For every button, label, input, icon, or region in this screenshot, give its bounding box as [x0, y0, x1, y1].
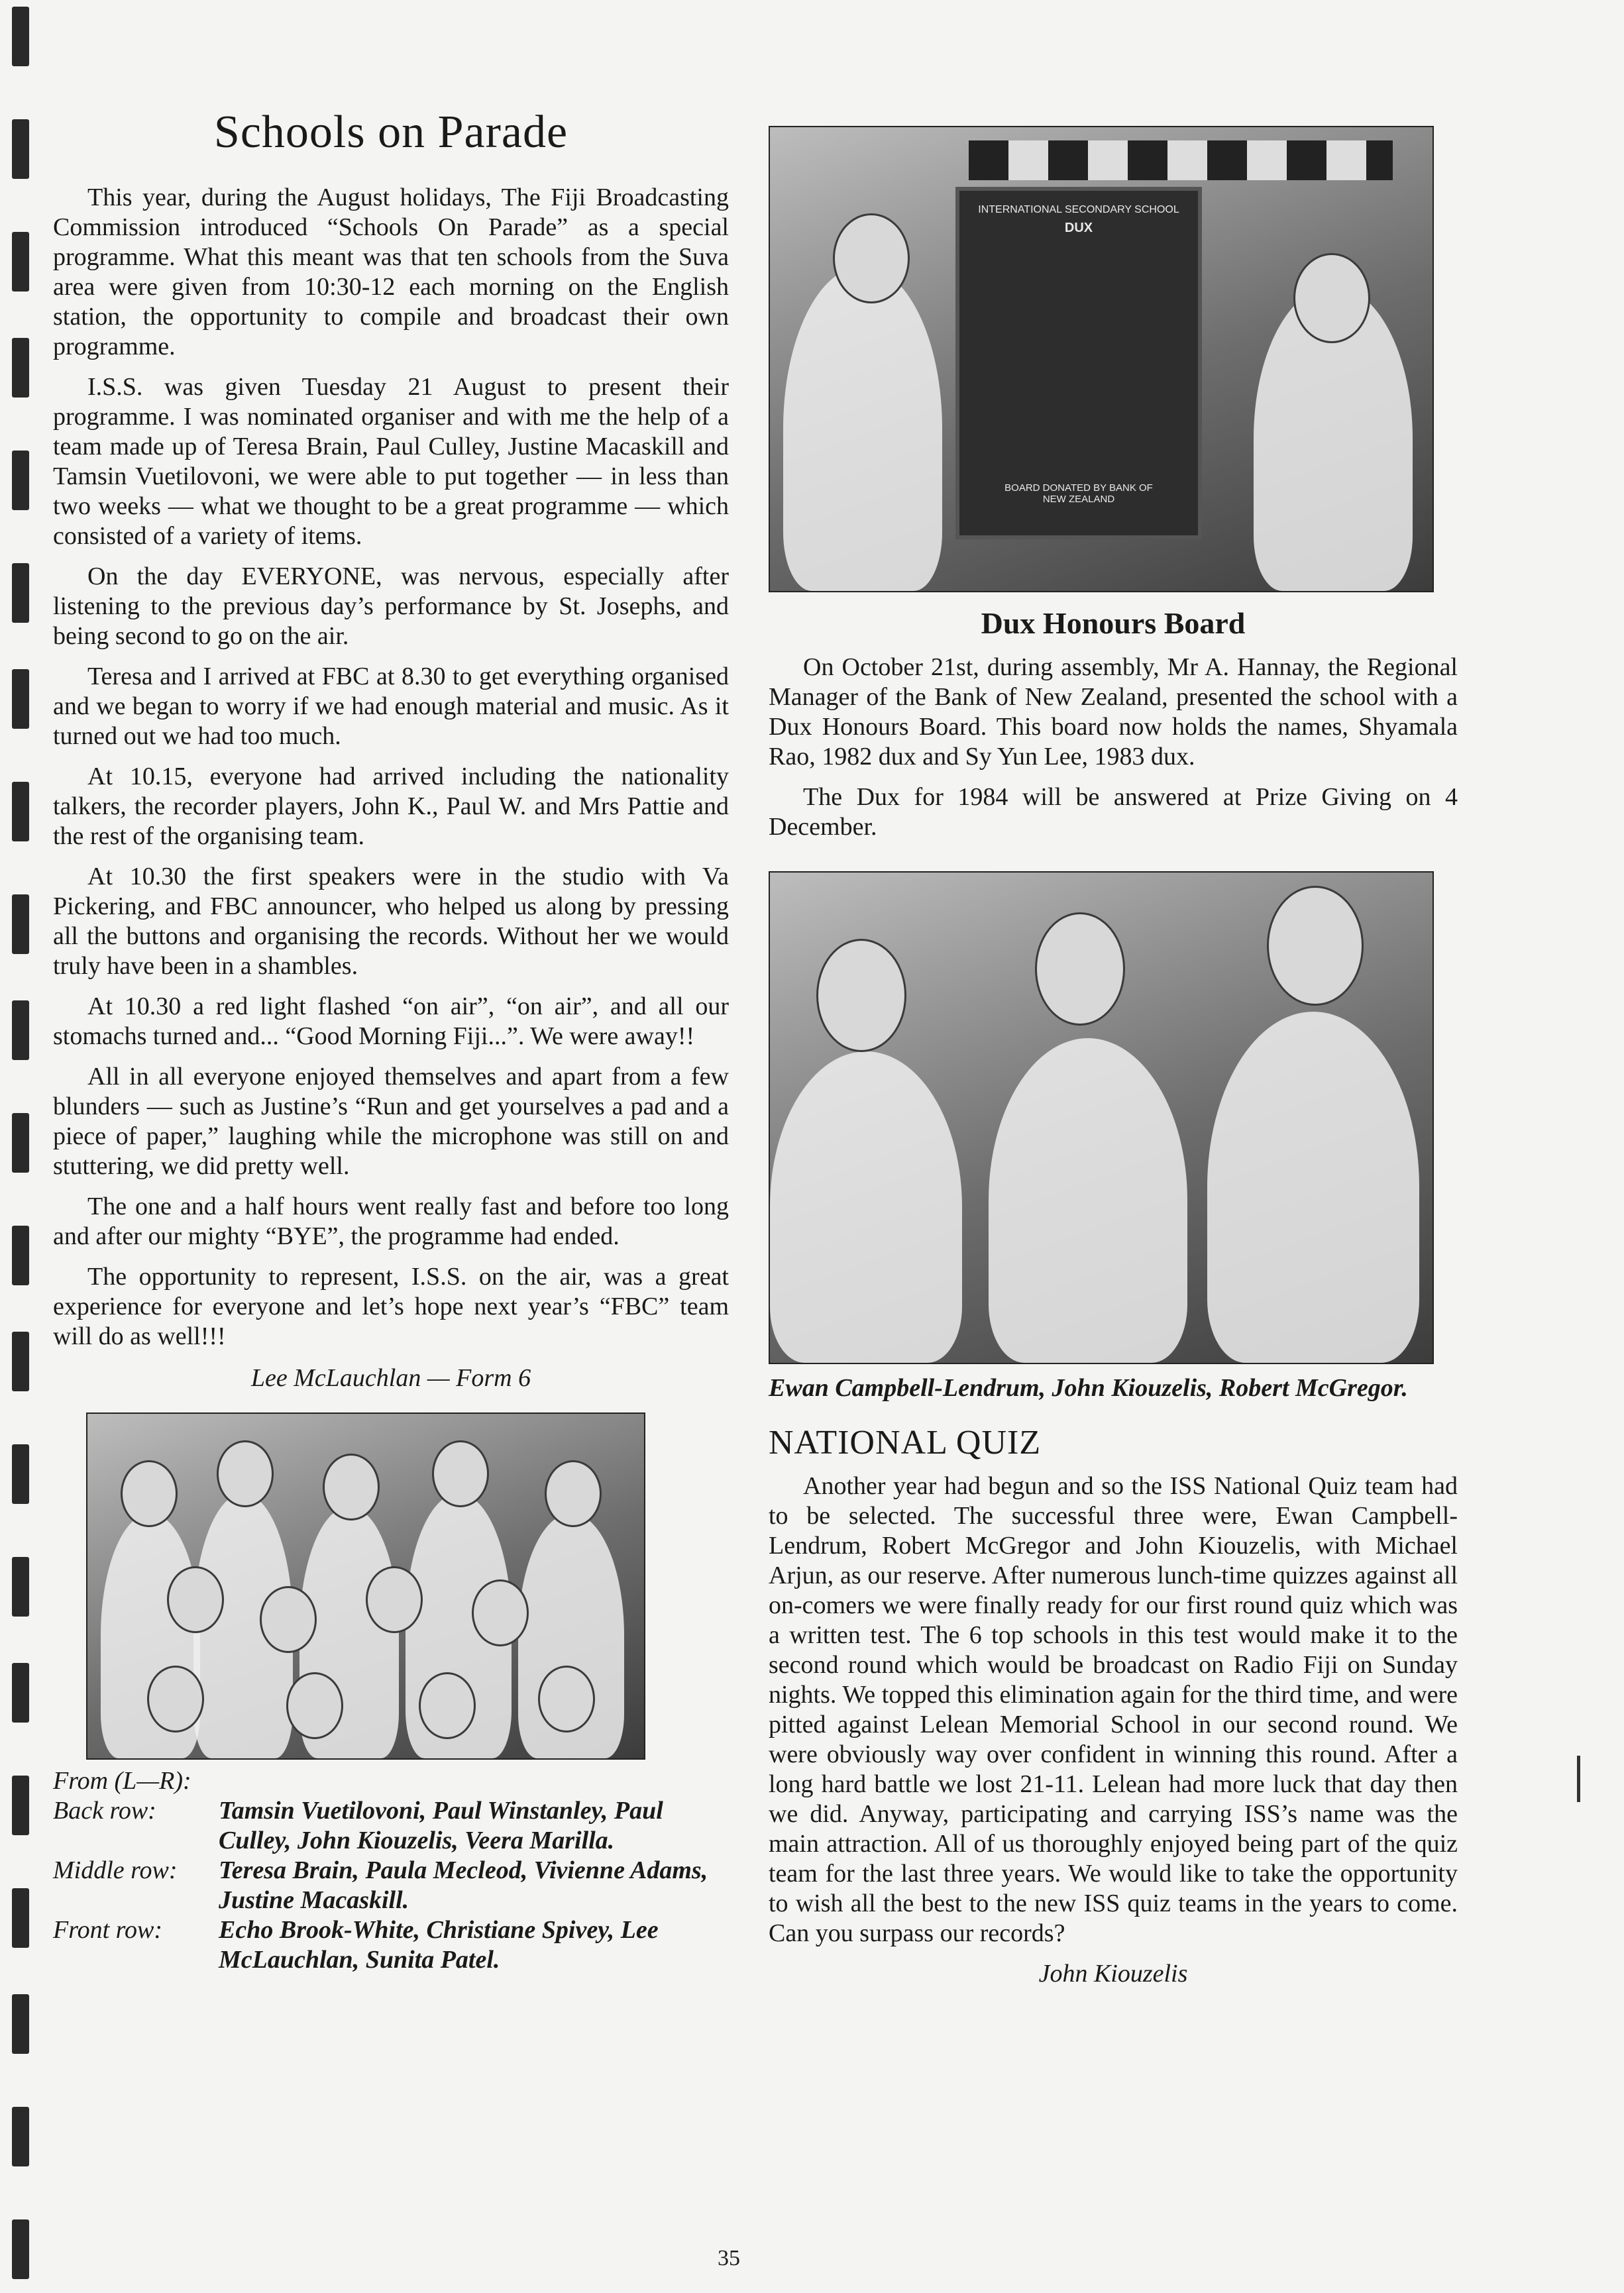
right-column [769, 126, 1458, 1988]
left-column [53, 106, 729, 1975]
article-paragraph: On the day EVERYONE, was nervous, especially after listening to the previous day’s performance by St. Josephs, and being second to go on the air. [53, 562, 729, 650]
dux-paragraph: On October 21st, during assembly, Mr A. Hannay, the Regional Manager of the Bank of New Zealand, presented the school with a Dux Honours Board. This board now holds the names, Shyamala Rao, 1982 dux and Sy Yun Lee, 1983 dux. [769, 653, 1458, 771]
flags-banner [969, 140, 1393, 180]
punch-mark [12, 1332, 29, 1391]
punch-mark [12, 1444, 29, 1504]
punch-mark [12, 1888, 29, 1948]
board-top-text: INTERNATIONAL SECONDARY SCHOOL [978, 204, 1179, 215]
quiz-team-photo [769, 871, 1434, 1364]
punch-mark [12, 1226, 29, 1285]
caption-row-names: Tamsin Vuetilovoni, Paul Winstanley, Paul Culley, John Kiouzelis, Veera Marilla. [219, 1797, 663, 1854]
scan-edge-mark [1577, 1756, 1580, 1802]
dux-paragraph: The Dux for 1984 will be answered at Prize Giving on 4 December. [769, 783, 1458, 841]
article-paragraph: At 10.15, everyone had arrived including the nationality talkers, the recorder players, John K., Paul W. and Mrs Pattie and the rest of the organising team. [53, 763, 729, 850]
article-paragraph: The one and a half hours went really fast and before too long and after our mighty “BYE”, the programme had ended. [53, 1193, 729, 1250]
punch-mark [12, 1994, 29, 2054]
caption-row-label: Front row: [53, 1916, 163, 1944]
caption-row-label: Middle row: [53, 1856, 178, 1884]
article-paragraph: All in all everyone enjoyed themselves and apart from a few blunders — such as Justine’s “Run and get yourselves a pad and a piece of paper,” laughing while the microphone was still on and stuttering, we did pretty well. [53, 1063, 729, 1180]
caption-row-back [53, 1796, 729, 1856]
punch-mark [12, 669, 29, 729]
binder-marks [12, 0, 32, 2293]
caption-row-label: Back row: [53, 1797, 156, 1825]
quiz-photo-caption: Ewan Campbell-Lendrum, John Kiouzelis, Robert McGregor. [769, 1374, 1408, 1402]
punch-mark [12, 1557, 29, 1617]
quiz-byline: John Kiouzelis [1038, 1960, 1188, 1988]
punch-mark [12, 1113, 29, 1173]
man-left [783, 266, 942, 591]
punch-mark [12, 1776, 29, 1835]
caption-intro: From (L—R): [53, 1767, 191, 1795]
punch-mark [12, 7, 29, 66]
punch-mark [12, 1663, 29, 1723]
board-dux-text: DUX [1064, 221, 1093, 235]
article-paragraph: The opportunity to represent, I.S.S. on the air, was a great experience for everyone and let’s hope next year’s “FBC” team will do as well!!! [53, 1263, 729, 1350]
punch-mark [12, 451, 29, 510]
punch-mark [12, 2107, 29, 2166]
caption-row-names: Echo Brook-White, Christiane Spivey, Lee McLauchlan, Sunita Patel. [219, 1916, 659, 1974]
punch-mark [12, 563, 29, 623]
page-title: Schools on Parade [213, 107, 568, 158]
honours-board [955, 187, 1202, 539]
article-paragraph: Teresa and I arrived at FBC at 8.30 to get everything organised and we began to worry if we had enough material and music. As it turned out we had too much. [53, 663, 729, 750]
punch-mark [12, 232, 29, 292]
punch-mark [12, 1000, 29, 1060]
article-paragraph: This year, during the August holidays, The Fiji Broadcasting Commission introduced “Schools On Parade” as a special programme. What this meant was that ten schools from the Suva area were given from 10:30-12 each morning on the English station, the opportunity to compile and broadcast their own programme. [53, 184, 729, 360]
group-photo-caption [53, 1766, 729, 1975]
punch-mark [12, 338, 29, 398]
quiz-paragraph: Another year had begun and so the ISS National Quiz team had to be selected. The successful three were, Ewan Campbell-Lendrum, Robert McGregor and John Kiouzelis, with Michael Arjun, as our reserve. After numerous lunch-time quizzes against all on-comers we were finally ready for our first round quiz which was a written test. The 6 top schools in this test would make it to the second round which would be broadcast on Radio Fiji on Sunday nights. We topped this elimination again for the third time, and were pitted against Lelean Memorial School in our second round. We were obviously way over confident in winning this round. After a long hard battle we lost 21-11. Lelean had more luck that day then we did. Anyway, participating and carrying ISS’s name was the main attraction. All of us thoroughly enjoyed being part of the quiz team for the last three years. We would like to take the opportunity to wish all the best to the new ISS quiz teams in the years to come. Can you surpass our records? [769, 1472, 1458, 1947]
article-paragraph: I.S.S. was given Tuesday 21 August to present their programme. I was nominated organiser and with me the help of a team made up of Teresa Brain, Paul Culley, Justine Macaskill and Tamsin Vuetilovoni, we were able to put together — in less than two weeks — what we thought to be a great programme — which consisted of a variety of items. [53, 373, 729, 550]
dux-heading: Dux Honours Board [981, 606, 1246, 640]
board-bottom-text: BOARD DONATED BY BANK OF NEW ZEALAND [1004, 482, 1153, 505]
article-paragraph: At 10.30 the first speakers were in the studio with Va Pickering, and FBC announcer, who helped us along by pressing all the buttons and organising the records. Without her we would truly have been in a shambles. [53, 863, 729, 980]
article-paragraph: At 10.30 a red light flashed “on air”, “on air”, and all our stomachs turned and... “Good Morning Fiji...”. We were away!! [53, 992, 729, 1050]
punch-mark [12, 894, 29, 954]
dux-board-photo [769, 126, 1434, 592]
article-byline: Lee McLauchlan — Form 6 [250, 1364, 531, 1392]
article-body [53, 183, 729, 1352]
punch-mark [12, 119, 29, 179]
caption-row-names: Teresa Brain, Paula Mecleod, Vivienne Adams, Justine Macaskill. [219, 1856, 708, 1914]
quiz-heading: NATIONAL QUIZ [769, 1424, 1042, 1462]
caption-row-middle [53, 1856, 729, 1915]
page-number: 35 [718, 2246, 740, 2270]
group-photo [86, 1413, 645, 1760]
punch-mark [12, 2219, 29, 2279]
punch-mark [12, 782, 29, 841]
caption-row-front [53, 1915, 729, 1975]
